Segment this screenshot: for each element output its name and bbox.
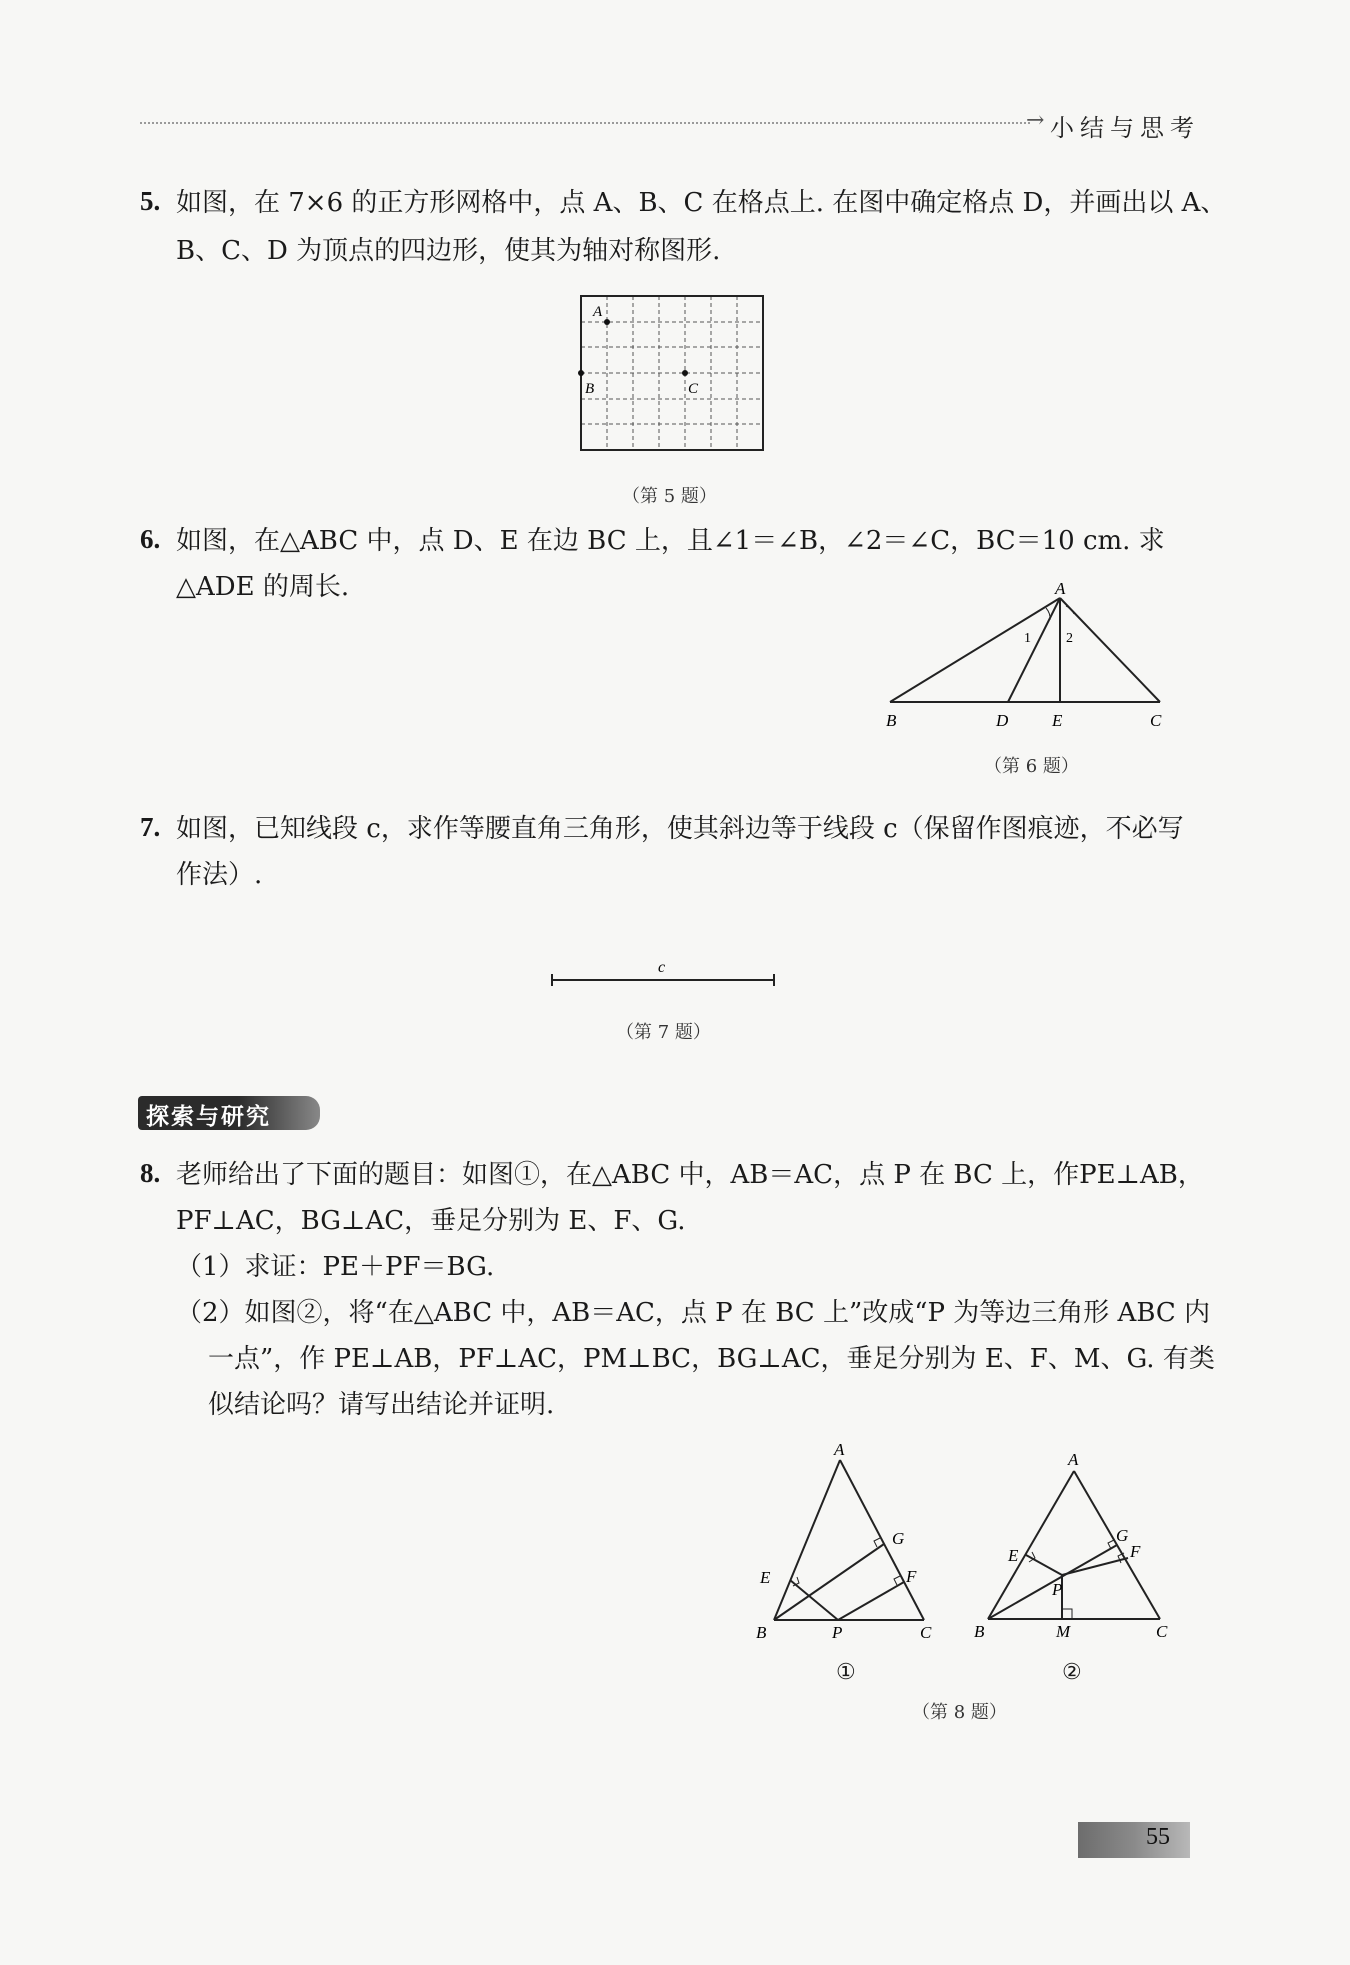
label-p: P — [832, 1623, 843, 1642]
label-a: A — [1068, 1450, 1079, 1469]
page-number-bar — [1078, 1822, 1190, 1858]
figure-2-marker: ② — [1062, 1660, 1082, 1685]
angle-2-label: 2 — [1066, 631, 1073, 646]
label-e: E — [760, 1568, 771, 1587]
label-a: A — [834, 1440, 845, 1459]
point-b — [578, 370, 584, 376]
label-c: C — [688, 381, 699, 397]
label-g: G — [1116, 1526, 1129, 1545]
q8-part1: （1）求证：PE＋PF＝BG. — [176, 1252, 495, 1282]
header-rule — [140, 122, 1030, 124]
q8-figure-2 — [966, 1445, 1166, 1670]
point-c — [682, 370, 688, 376]
q8-caption: （第 8 题） — [912, 1702, 1007, 1723]
label-b: B — [974, 1622, 985, 1641]
q5-caption: （第 5 题） — [622, 486, 717, 507]
q8-text-line1: 老师给出了下面的题目：如图①，在△ABC 中，AB＝AC，点 P 在 BC 上，作PE⊥AB， — [176, 1160, 1204, 1190]
label-c: C — [1150, 711, 1162, 730]
q6-triangle-figure — [870, 580, 1190, 740]
q6-number: 6. — [140, 524, 161, 554]
label-p: P — [1052, 1580, 1063, 1599]
page-number: 55 — [1146, 1824, 1170, 1850]
label-e: E — [1052, 711, 1063, 730]
label-e: E — [1008, 1546, 1019, 1565]
q8-part2-line1: （2）如图②，将“在△ABC 中，AB＝AC，点 P 在 BC 上”改成“P 为等边三角形 ABC 内 — [176, 1298, 1211, 1328]
angle-1-label: 1 — [1024, 631, 1031, 646]
q6-text-line2: △ADE 的周长. — [176, 572, 350, 602]
label-c: C — [920, 1623, 932, 1642]
label-a: A — [1055, 579, 1066, 598]
label-g: G — [892, 1529, 905, 1548]
label-m: M — [1056, 1622, 1071, 1641]
label-a: A — [593, 304, 603, 320]
label-c: C — [1156, 1622, 1168, 1641]
q8-figure-1 — [750, 1440, 950, 1670]
label-f: F — [906, 1567, 917, 1586]
header-title: 小结与思考 — [1050, 114, 1200, 142]
label-b: B — [756, 1623, 767, 1642]
q7-text-line2: 作法）. — [176, 860, 263, 890]
q5-text-line2: B、C、D 为顶点的四边形，使其为轴对称图形. — [176, 236, 721, 266]
section-title: 探索与研究 — [146, 1104, 271, 1130]
point-a — [604, 319, 610, 325]
label-b: B — [585, 381, 595, 397]
q5-text-line1: 如图，在 7×6 的正方形网格中，点 A、B、C 在格点上. 在图中确定格点 D，并画出以 A、 — [176, 188, 1227, 218]
q5-number: 5. — [140, 186, 161, 216]
q8-part2-line3: 似结论吗？请写出结论并证明. — [208, 1390, 555, 1420]
q8-part2-line2: 一点”，作 PE⊥AB，PF⊥AC，PM⊥BC，BG⊥AC，垂足分别为 E、F、M、G. 有类 — [208, 1344, 1215, 1374]
q7-caption: （第 7 题） — [616, 1022, 711, 1043]
label-b: B — [886, 711, 897, 730]
figure-1-marker: ① — [836, 1660, 856, 1685]
q8-text-line2: PF⊥AC，BG⊥AC，垂足分别为 E、F、G. — [176, 1206, 686, 1236]
q8-number: 8. — [140, 1158, 161, 1188]
q7-segment-figure — [540, 950, 790, 1000]
segment-c-label: c — [658, 959, 666, 976]
label-d: D — [996, 711, 1009, 730]
header-arrow-icon: → — [1026, 108, 1045, 133]
q7-number: 7. — [140, 812, 161, 842]
label-f: F — [1130, 1542, 1141, 1561]
q6-text-line1: 如图，在△ABC 中，点 D、E 在边 BC 上，且∠1＝∠B，∠2＝∠C，BC＝10 cm. 求 — [176, 526, 1165, 556]
q7-text-line1: 如图，已知线段 c，求作等腰直角三角形，使其斜边等于线段 c（保留作图痕迹，不必写 — [176, 814, 1184, 844]
q5-grid-figure — [560, 290, 770, 460]
q6-caption: （第 6 题） — [984, 756, 1079, 777]
